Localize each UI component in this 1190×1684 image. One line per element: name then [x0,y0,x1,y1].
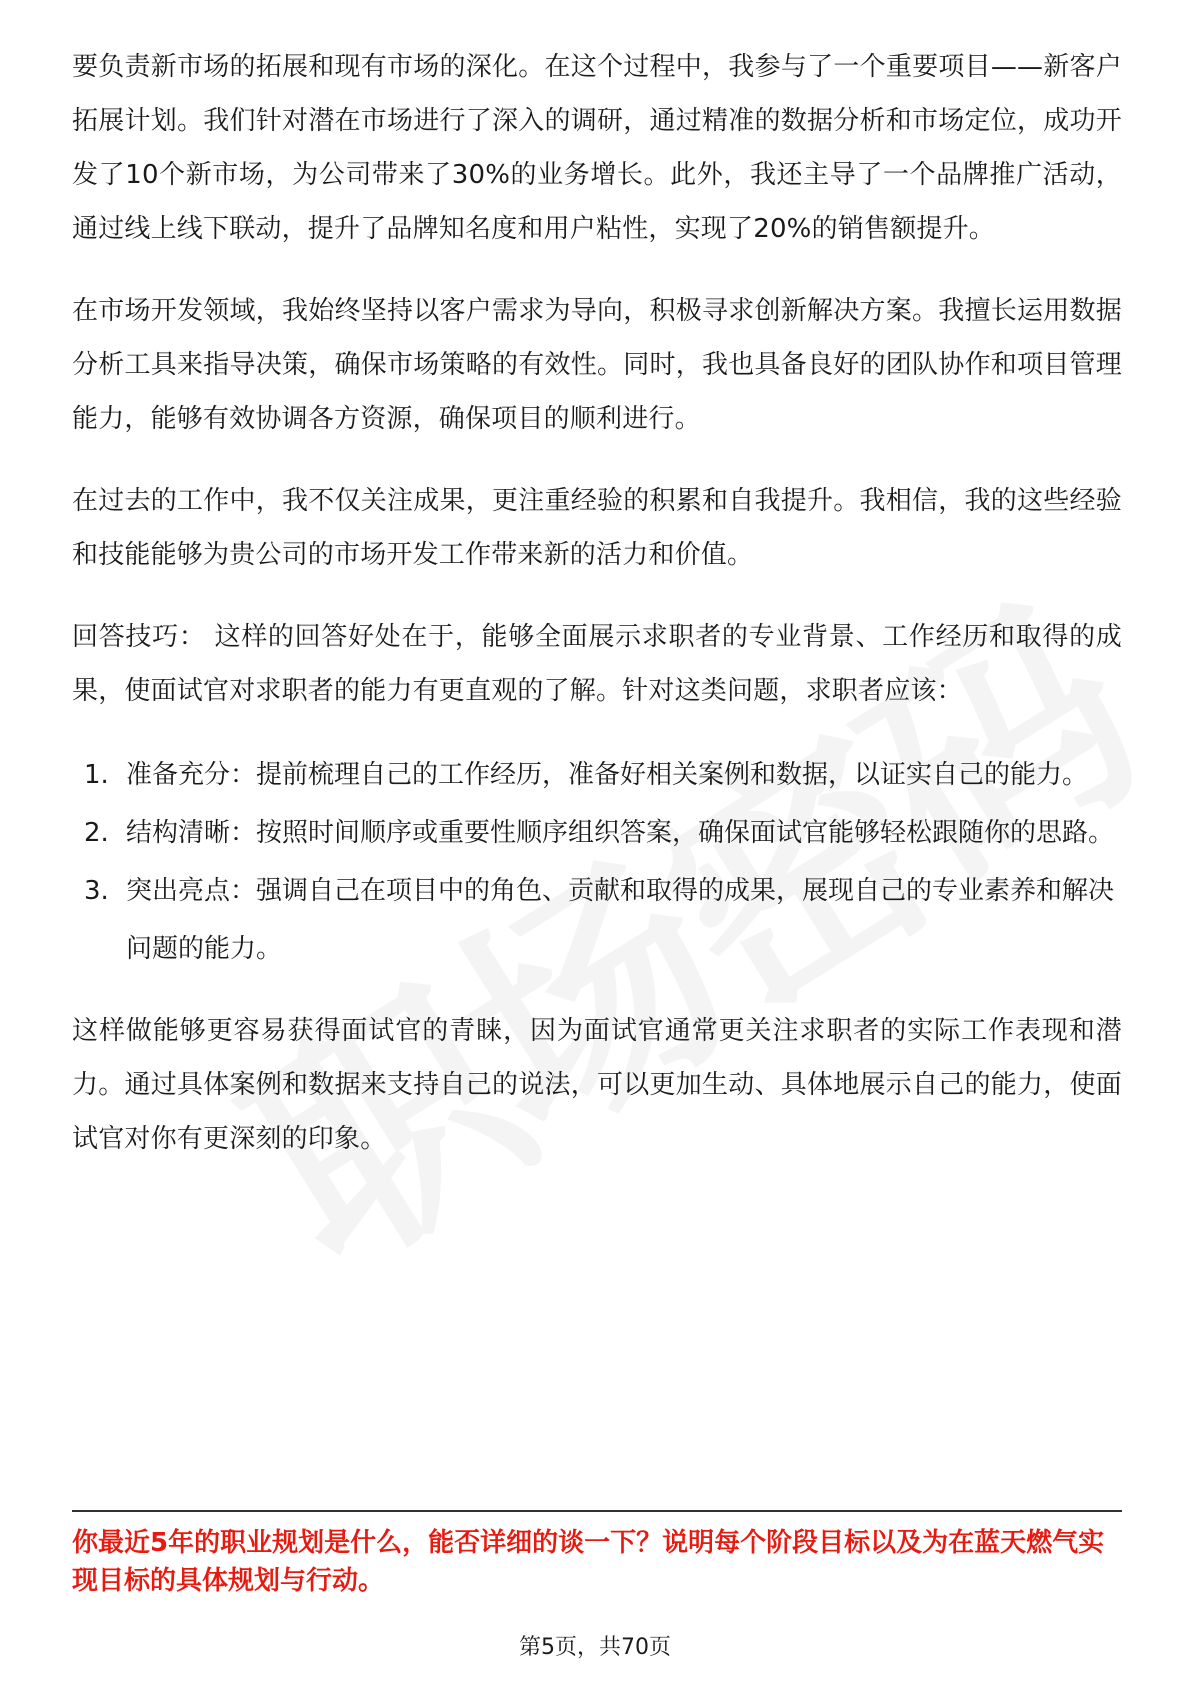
tip-number: 1. [84,760,109,790]
tip-item-3 [72,862,1122,978]
closing-paragraph: 这样做能够更容易获得面试官的青睐，因为面试官通常更关注求职者的实际工作表现和潜力。通过具体案例和数据来支持自己的说法，可以更加生动、具体地展示自己的能力，使面试官对你有更深刻的印象。 [72,1016,1122,1154]
answer-paragraph-3: 在过去的工作中，我不仅关注成果，更注重经验的积累和自我提升。我相信，我的这些经验和技能能够为贵公司的市场开发工作带来新的活力和价值。 [72,486,1122,570]
tip-text: 突出亮点：强调自己在项目中的角色、贡献和取得的成果，展现自己的专业素养和解决问题的能力。 [126,876,1115,964]
answer-paragraph-2: 在市场开发领域，我始终坚持以客户需求为导向，积极寻求创新解决方案。我擅长运用数据分析工具来指导决策，确保市场策略的有效性。同时，我也具备良好的团队协作和项目管理能力，能够有效协调各方资源，确保项目的顺利进行。 [72,296,1122,434]
next-question-heading: 你最近5年的职业规划是什么，能否详细的谈一下？说明每个阶段目标以及为在蓝天燃气实现目标的具体规划与行动。 [72,1528,1105,1596]
tip-item-2 [72,804,1122,862]
tips-intro-paragraph: 回答技巧： 这样的回答好处在于，能够全面展示求职者的专业背景、工作经历和取得的成果，使面试官对求职者的能力有更直观的了解。针对这类问题，求职者应该： [72,622,1123,706]
tip-number: 2. [84,818,109,848]
tip-item-1 [72,746,1122,804]
tips-list [72,746,1122,978]
answer-paragraph-1: 要负责新市场的拓展和现有市场的深化。在这个过程中，我参与了一个重要项目——新客户拓展计划。我们针对潜在市场进行了深入的调研，通过精准的数据分析和市场定位，成功开发了10个新市场，为公司带来了30%的业务增长。此外，我还主导了一个品牌推广活动，通过线上线下联动，提升了品牌知名度和用户粘性，实现了20%的销售额提升。 [72,52,1122,244]
section-divider [72,1510,1122,1512]
tip-number: 3. [84,876,109,906]
tip-text: 准备充分：提前梳理自己的工作经历，准备好相关案例和数据，以证实自己的能力。 [126,760,1089,790]
page-number: 第5页，共70页 [519,1635,671,1660]
document-body [72,40,1122,1194]
tip-text: 结构清晰：按照时间顺序或重要性顺序组织答案，确保面试官能够轻松跟随你的思路。 [126,818,1115,848]
